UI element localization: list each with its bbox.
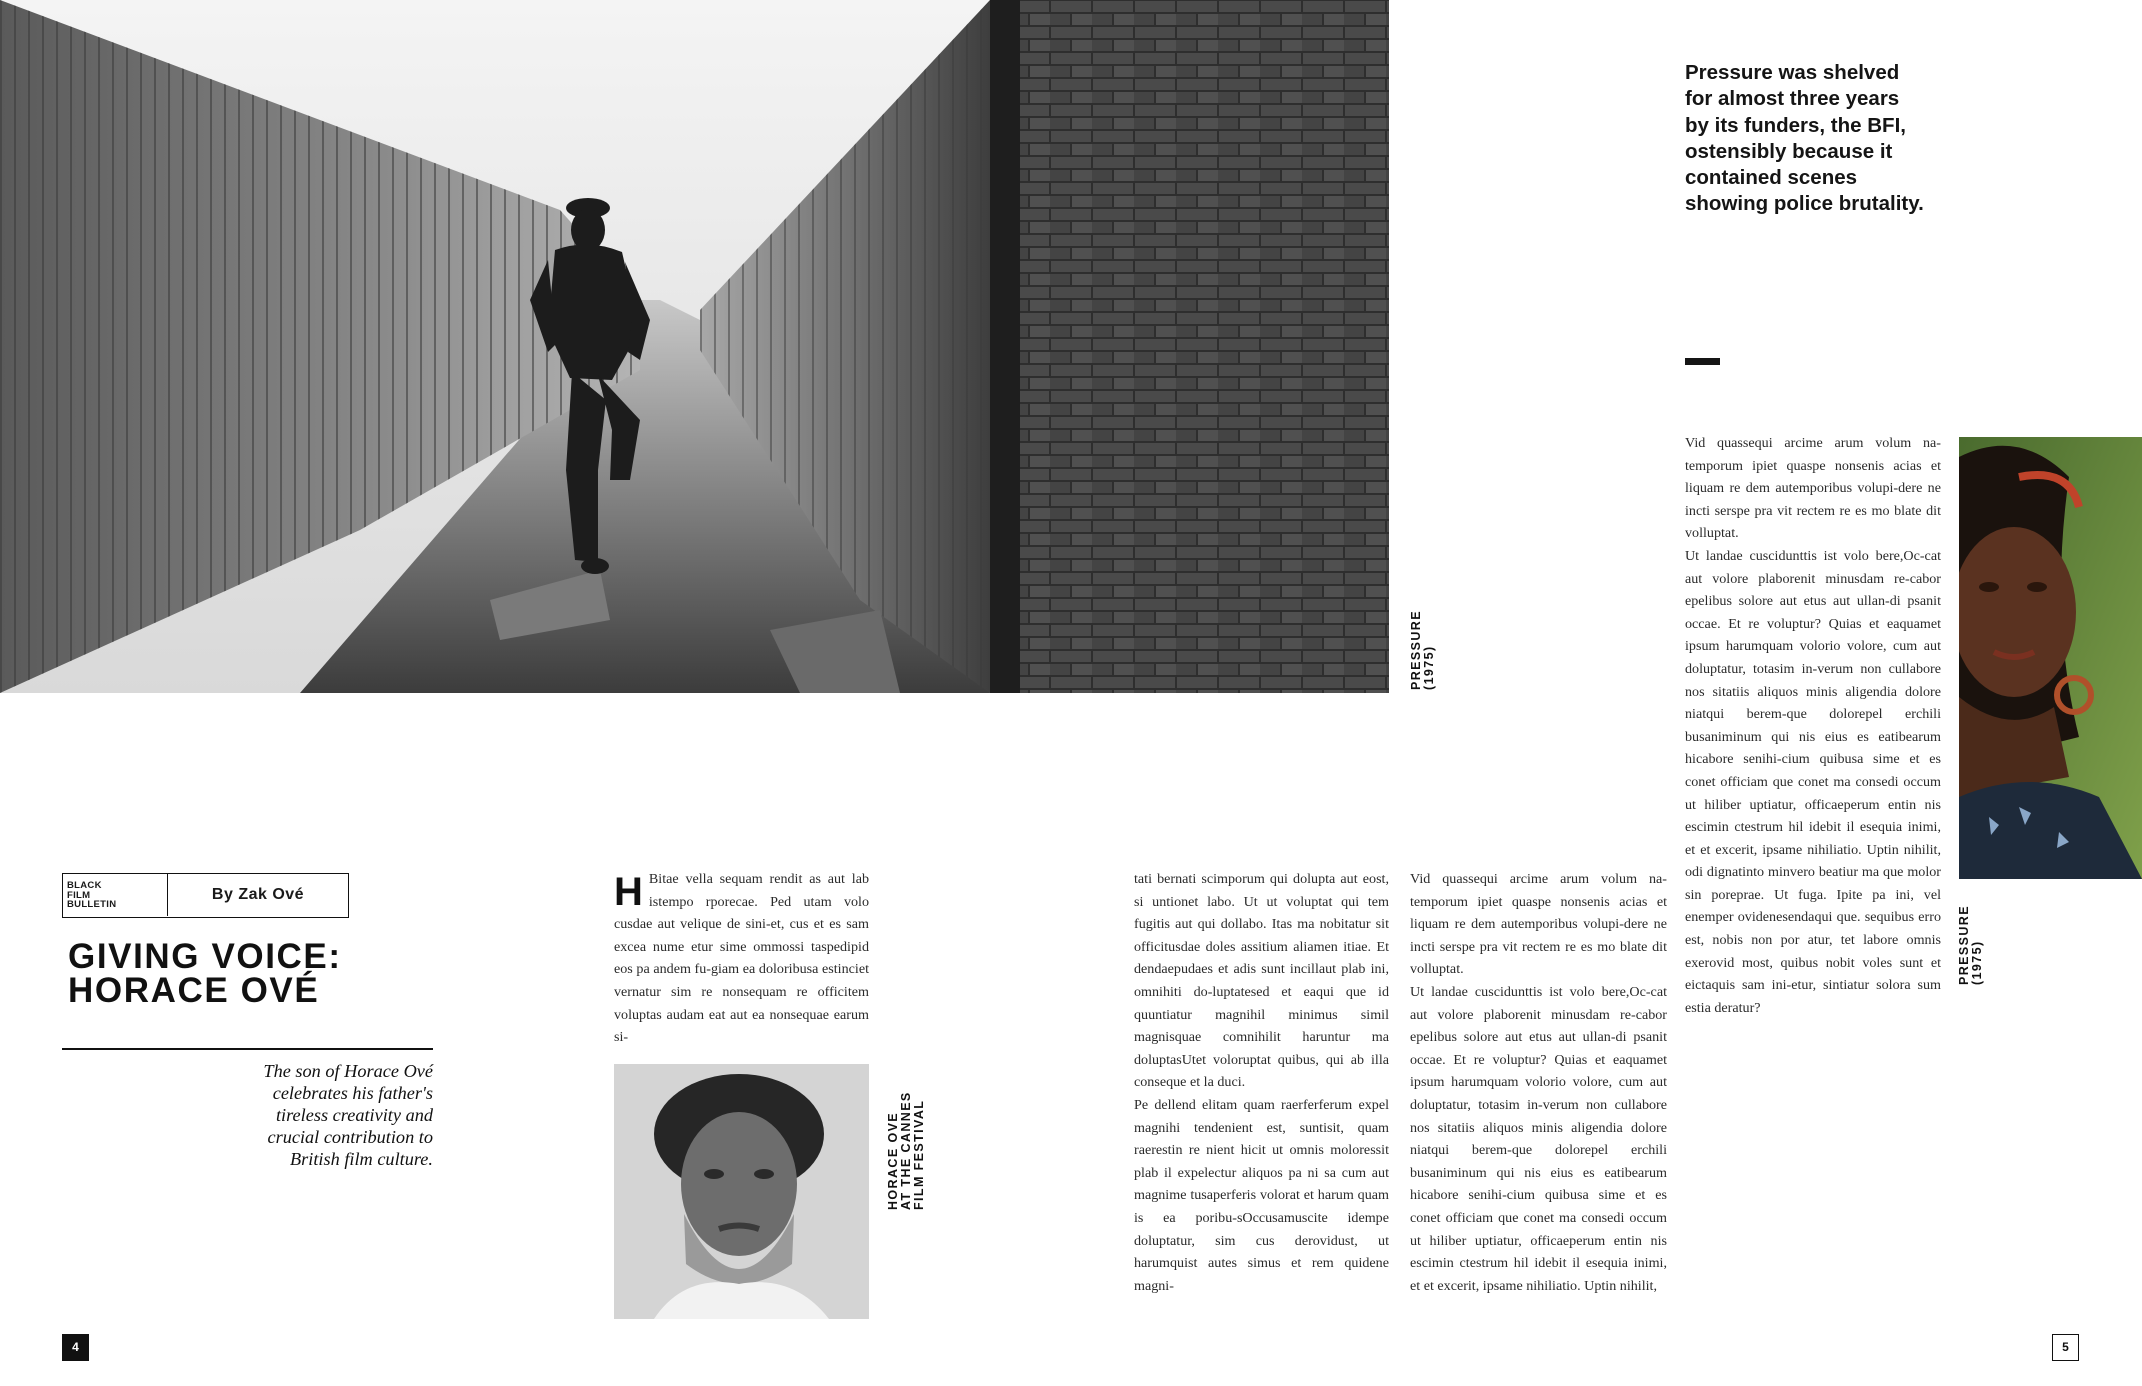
column-3-paragraph: Vid quassequi arcime arum volum na-temporum ipiet quaspe nonsenis acias et liquam re dem autemporibus volupi-dere ne incti serspe pra vit rectem re es mo blate dit volluptat. [1410, 871, 1667, 978]
column-4-paragraph: Ut landae cuscidunttis ist volo bere,Oc-cat aut volore plaborenit minusdam re-cabor epelibus solore aut etus aut ullan-di psanit occae. Et re voluptur? Quias et eaquamet ipsum harumquam volorio volore, cum aut doluptatur, totasim in-verum non cullabore nos sitatiis aliquos minis aligendia dolore niatqui berem-que dolorepel erchili busaniminum qui nis eius es eatibearum hicabore senihi-cium quibusa sime et es conet officiam que conet ma consedi occum ut hiliber uptiatur, officaeperum entin nis escimin ctestrum hil idebit il esequia inimi, et et excerit, ipsame nihiliatio. Uptin nihilit, odi dignatinto minvero beatiur ma que molor sin poreprae. Ut fuga. Ipite pa ini, vel enemper ovidenesendaqui que. sequibus erro est, nobis non por atur, tet labore omnis exerovid most, quibus nobit voles sunt et eictaquis sam ini-etur, sintiatur solora sum estia deratur? [1685, 547, 1941, 1016]
body-column-1 [614, 868, 869, 1050]
hero-photo [0, 0, 1389, 693]
column-3-paragraph: Ut landae cuscidunttis ist volo bere,Oc-cat aut volore plaborenit minusdam re-cabor epelibus solore aut etus aut ullan-di psanit occae. Et re voluptur? Quias et eaquamet ipsum harumquam volorio volore, cum aut doluptatur, totasim in-verum non cullabore nos sitatiis aliquos minis aligendia dolore niatqui berem-que dolorepel erchili busaniminum qui nis eius es eatibearum hicabore senihi-cium quibusa sime et es conet officiam que conet ma consedi occum ut hiliber uptiatur, officaeperum entin nis escimin ctestrum hil idebit il esequia inimi, et et excerit, ipsame nihiliatio. Uptin nihilit, [1410, 983, 1667, 1294]
pull-quote-rule [1685, 358, 1720, 365]
page-number-left: 4 [62, 1334, 89, 1361]
portrait-caption [1958, 895, 1984, 985]
horace-ove-art [614, 1064, 869, 1319]
ove-photo-caption: HORACE OVE AT THE CANNES FILM FESTIVAL [886, 1091, 926, 1210]
woman-portrait-art [1959, 437, 2142, 879]
body-column-2 [1134, 868, 1389, 1328]
byline: By Zak Ové [211, 886, 305, 903]
masthead-box [62, 873, 349, 918]
portrait-caption-year: (1975) [1970, 940, 1984, 985]
black-film-bulletin-logo: BLACK FILM BULLETIN [63, 874, 168, 916]
column-2-paragraph: tati bernati scimporum qui dolupta aut eost, si untionet labo. Ut ut voluptat qui tem fugitis aut qui dollabo. Itas ma nobitatur sit officitusdae doles assitium aliamen itiae. Et dendaepudaes et adis sunt incillaut plab ini, omnihiti do-luptatesed et eaqui que id quuntiatur magnihil minimus simil magnisquae comnihilit haruntur ma doluptasUtet voloruptat quibus, qui ab illa conseque et la duci. [1134, 871, 1389, 1091]
pull-quote: Pressure was shelved for almost three years by its funders, the BFI, ostensibly because it contained scenes showing police brutality. [1685, 61, 1924, 216]
horace-ove-photo [614, 1064, 869, 1319]
drop-cap: H [614, 870, 643, 914]
hero-caption [1410, 600, 1436, 690]
body-column-4 [1685, 432, 1941, 1052]
hero-caption-year: (1975) [1422, 645, 1436, 690]
body-column-3 [1410, 868, 1667, 1328]
article-headline: GIVING VOICE: HORACE OVÉ [68, 937, 342, 1010]
column-1-text: Bitae vella sequam rendit as aut lab istempo rporecae. Ped utam volo cusdae aut velique de sini-et, cus et es sam excea nume etur sime ommossi taspedipid eos pa andem fu-giam ea doloribusa estinciet vernatur sim re nonsequam re officitem voluptas audam eat aut ea nonsequae earum si- [614, 871, 869, 1046]
headline-rule [62, 1048, 433, 1050]
standfirst: The son of Horace Ové celebrates his father's tireless creativity and crucial contribution to British film culture. [263, 1061, 433, 1169]
column-4-paragraph: Vid quassequi arcime arum volum na-temporum ipiet quaspe nonsenis acias et liquam re dem autemporibus volupi-dere ne incti serspe pra vit rectem re es mo blate dit volluptat. [1685, 435, 1941, 542]
page-number-right: 5 [2052, 1334, 2079, 1361]
hero-photo-art [0, 0, 1389, 693]
woman-portrait-photo [1959, 437, 2142, 879]
hero-caption-title: PRESSURE [1409, 610, 1423, 690]
column-2-paragraph: Pe dellend elitam quam raerferferum expel magnihi tendenient est, suntisit, quam raerestin re nient hicit ut omnis moloressit plab il expelectur aliquos pa ni sa cum aut magnime tusaperferis volorat et harum quam is ea poribu-sOccusamuscite idempe doluptatur, sim cus derovidust, ut harumquist autes simus et rem quidene magni- [1134, 1096, 1389, 1294]
portrait-caption-title: PRESSURE [1957, 905, 1971, 985]
